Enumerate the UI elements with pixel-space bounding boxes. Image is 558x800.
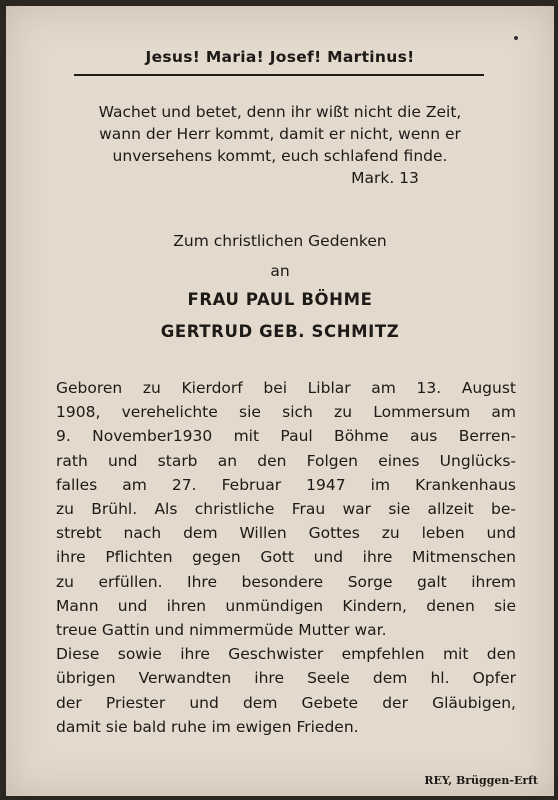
biography-line: Diese sowie ihre Geschwister empfehlen mit den	[56, 645, 516, 664]
biography-line: strebt nach dem Willen Gottes zu leben und	[56, 524, 516, 543]
verse-line: wann der Herr kommt, damit er nicht, wenn er	[99, 125, 461, 143]
heading-divider	[74, 74, 484, 76]
biography-line: 9. November1930 mit Paul Böhme aus Berren-	[56, 427, 516, 446]
biography-line: Mann und ihren unmündigen Kindern, denen sie	[56, 596, 516, 615]
biography-line: ihre Pflichten gegen Gott und ihre Mitmenschen	[56, 548, 516, 567]
verse-reference	[46, 167, 514, 189]
verse-line: Wachet und betet, denn ihr wißt nicht die Zeit,	[98, 103, 462, 121]
memorial-line: an	[270, 262, 290, 280]
verse-line: unversehens kommt, euch schlafend finde.	[112, 147, 448, 165]
memorial-intro	[6, 226, 554, 286]
biography-line: zu Brühl. Als christliche Frau war sie allzeit be-	[56, 500, 516, 519]
biography-line: 1908, verehelichte sie sich zu Lommersum am	[56, 403, 516, 422]
deceased-name: FRAU PAUL BÖHME	[187, 290, 373, 309]
biography-line: übrigen Verwandten ihre Seele dem hl. Opfer	[56, 669, 516, 688]
biography-line: der Priester und dem Gebete der Gläubigen,	[56, 693, 516, 712]
biography-line: damit sie bald ruhe im ewigen Frieden.	[56, 717, 359, 736]
print-speck	[514, 36, 518, 40]
memorial-line: Zum christlichen Gedenken	[173, 232, 387, 250]
biography-line: falles am 27. Februar 1947 im Krankenhaus	[56, 475, 516, 494]
biography-line: zu erfüllen. Ihre besondere Sorge galt ihrem	[56, 572, 516, 591]
invocation-heading: Jesus! Maria! Josef! Martinus!	[145, 48, 415, 66]
verse-reference-text: Mark. 13	[351, 169, 419, 187]
scripture-verse	[46, 101, 514, 167]
memorial-card	[6, 6, 554, 796]
biography-line: treue Gattin und nimmermüde Mutter war.	[56, 621, 387, 640]
deceased-maiden-name: GERTRUD GEB. SCHMITZ	[160, 322, 400, 341]
biography-text	[56, 376, 516, 739]
biography-line: Geboren zu Kierdorf bei Liblar am 13. August	[56, 379, 516, 397]
printer-imprint: REY, Brüggen-Erft	[424, 774, 538, 787]
biography-line: rath und starb an den Folgen eines Unglücks-	[56, 451, 516, 470]
